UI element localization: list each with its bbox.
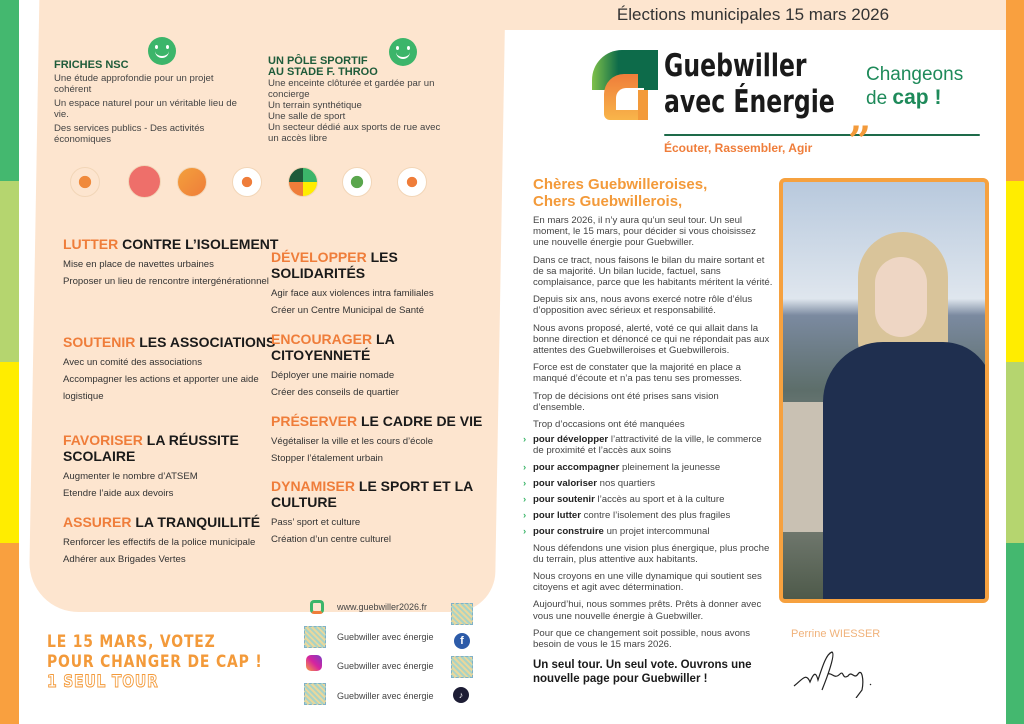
- color-bar: [0, 543, 19, 724]
- highlight-item: Un terrain synthétique: [268, 100, 362, 111]
- letter-bullet: [523, 494, 773, 506]
- theme-logo-icon: [177, 167, 207, 197]
- highlight-item: Un secteur dédié aux sports de rue avec un accès libre: [268, 122, 441, 144]
- qr-code-icon: [451, 603, 473, 625]
- letter-paragraph: Nous croyons en une ville dynamique qui soutient ses citoyens et agit avec détermination.: [533, 571, 762, 594]
- instagram-link[interactable]: Guebwiller avec énergie: [337, 661, 434, 671]
- letter-paragraph: Dans ce tract, nous faisons le bilan du maire sortant et de sa majorité. Un bilan lucide, factuel, sans complaisance, parce que les habitants méritent la vérité.: [533, 254, 773, 289]
- section-item: Déployer une mairie nomade: [271, 370, 395, 381]
- cta-line: LE 15 MARS, VOTEZ: [47, 632, 216, 652]
- highlight-item: Un espace naturel pour un véritable lieu de vie.: [54, 98, 237, 120]
- section-item: Avec un comité des associations: [63, 357, 203, 368]
- signature-name: Perrine WIESSER: [791, 628, 881, 640]
- greeting-line: Chers Guebwillerois,: [533, 193, 683, 210]
- letter-paragraph: Aujourd’hui, nous sommes prêts. Prêts à donner avec vous une nouvelle énergie à Guebwiller.: [533, 599, 762, 622]
- highlight-title: AU STADE F. THROO: [268, 66, 378, 78]
- brand-name-line: Guebwiller: [664, 48, 807, 84]
- highlight-item: Une étude approfondie pour un projet cohérent: [54, 73, 214, 95]
- program-section: [271, 331, 491, 401]
- greeting-line: Chères Guebwilleroises,: [533, 176, 708, 193]
- color-bar: [0, 181, 19, 362]
- section-title: [63, 236, 283, 252]
- candidate-photo: [779, 178, 989, 603]
- cta-line: POUR CHANGER DE CAP !: [47, 652, 263, 672]
- bullet-bold: pour valoriser: [533, 477, 597, 489]
- program-section: [271, 249, 491, 319]
- section-verb: PRÉSERVER: [271, 413, 358, 429]
- bullet-bold: pour accompagner: [533, 461, 620, 473]
- section-verb: DYNAMISER: [271, 478, 356, 494]
- section-title: [271, 413, 491, 429]
- tiktok-icon[interactable]: ♪: [453, 687, 469, 703]
- theme-logo-icon: [288, 167, 318, 197]
- section-item: Stopper l’étalement urbain: [271, 453, 383, 464]
- qr-code-icon: [304, 626, 326, 648]
- program-section: [271, 413, 491, 467]
- color-bar: [1006, 181, 1024, 362]
- program-section: [63, 514, 283, 568]
- letter-greeting: [533, 176, 707, 210]
- section-item: Renforcer les effectifs de la police municipale: [63, 537, 256, 548]
- election-title: Élections municipales 15 mars 2026: [616, 5, 890, 24]
- ville-amie-des-aines-logo-icon: [128, 165, 161, 198]
- highlight-title: FRICHES NSC: [54, 59, 129, 71]
- qr-code-icon: [304, 683, 326, 705]
- letter-paragraph: Nous avons proposé, alerté, voté ce qui allait dans la bonne direction et dénoncé ce qui ne répondait pas aux attentes des Guebwilleroises et Guebwillerois.: [533, 322, 770, 357]
- section-item: Accompagner les actions et apporter une aide logistique: [63, 374, 259, 402]
- section-item: Proposer un lieu de rencontre intergénérationnel: [63, 276, 269, 287]
- vote-cta: [47, 632, 262, 692]
- color-bar: [0, 362, 19, 543]
- section-item: Créer des conseils de quartier: [271, 387, 399, 398]
- section-title: [271, 331, 491, 363]
- brand-name: [664, 48, 835, 120]
- bullet-bold: pour soutenir: [533, 494, 595, 506]
- section-title: [63, 514, 283, 530]
- program-section: [63, 236, 283, 290]
- section-item: Adhérer aux Brigades Vertes: [63, 554, 186, 565]
- letter-paragraph: En mars 2026, il n’y aura qu’un seul tour. Un seul moment, le 15 mars, pour décider si vous choisissez une nouvelle énergie pour Guebwiller.: [533, 215, 756, 249]
- letter-body: [523, 215, 773, 692]
- brand-name-line: avec Énergie: [664, 84, 835, 120]
- bullet-arrow-icon: ›: [523, 434, 527, 446]
- qr-code-icon: [451, 656, 473, 678]
- heart-logo-icon: [397, 167, 427, 197]
- brand-tagline: Écouter, Rassembler, Agir: [664, 141, 813, 155]
- letter-paragraph: Force est de constater que la majorité en place a manqué d’écoute et n’a pas tenu ses promesses.: [533, 362, 743, 385]
- section-title: [63, 432, 283, 464]
- section-verb: LUTTER: [63, 236, 119, 252]
- letter-paragraph: Depuis six ans, nous avons exercé notre rôle d’élus d’opposition avec sérieux et responsabilité.: [533, 294, 753, 317]
- highlight-pole-sportif: [268, 56, 448, 144]
- bullet-text: pleinement la jeunesse: [619, 461, 721, 473]
- letter-bullet: [523, 434, 773, 457]
- sport-logo-icon: [232, 167, 262, 197]
- highlight-item: Une enceinte clôturée et gardée par un concierge: [268, 78, 435, 100]
- bullet-text: l’attractivité de la ville, le commerce de proximité et l’accès aux soins: [533, 434, 762, 457]
- section-subject: LES ASSOCIATIONS: [135, 334, 276, 350]
- letter-paragraph: Trop de décisions ont été prises sans vision d’ensemble.: [533, 390, 719, 413]
- section-verb: ENCOURAGER: [271, 331, 373, 347]
- letter-bullet: [523, 510, 773, 522]
- section-item: Pass’ sport et culture: [271, 517, 361, 528]
- color-bar: [1006, 0, 1024, 181]
- color-bar: [1006, 362, 1024, 543]
- section-title: [271, 249, 491, 281]
- tree-logo-icon: [342, 167, 372, 197]
- quote-mark-icon: ”: [848, 118, 872, 165]
- bullet-text: contre l’isolement des plus fragiles: [580, 510, 731, 522]
- bullet-bold: pour développer: [533, 434, 609, 446]
- instagram-icon[interactable]: [306, 655, 322, 671]
- letter-bullet: [523, 526, 773, 538]
- bullet-bold: pour construire: [533, 526, 604, 538]
- theme-logo-icon: [70, 167, 100, 197]
- section-item: Végétaliser la ville et les cours d’école: [271, 436, 434, 447]
- bullet-text: l’accès au sport et à la culture: [594, 494, 725, 506]
- highlight-item: Une salle de sport: [268, 111, 346, 122]
- section-verb: SOUTENIR: [63, 334, 136, 350]
- highlight-item: Des services publics - Des activités économiques: [54, 123, 205, 145]
- letter-paragraph: Pour que ce changement soit possible, nous avons besoin de vous le 15 mars 2026.: [533, 627, 751, 651]
- section-title: [63, 334, 283, 350]
- section-item: Mise en place de navettes urbaines: [63, 259, 214, 270]
- program-section: [63, 432, 283, 502]
- slogan-line: Changeons: [866, 64, 964, 85]
- section-subject: LA TRANQUILLITÉ: [131, 514, 261, 530]
- section-subject: CONTRE L’ISOLEMENT: [118, 236, 279, 252]
- section-subject: LES SOLIDARITÉS: [271, 249, 398, 281]
- tiktok-link[interactable]: Guebwiller avec énergie: [337, 691, 434, 701]
- section-item: Agir face aux violences intra familiales: [271, 288, 434, 299]
- signature-icon: [792, 650, 882, 698]
- letter-bullet: [523, 461, 773, 473]
- section-verb: ASSURER: [63, 514, 132, 530]
- brand-logo-icon: [592, 50, 658, 120]
- facebook-link[interactable]: Guebwiller avec énergie: [337, 632, 434, 642]
- program-section: [63, 334, 283, 405]
- section-subject: LA CITOYENNETÉ: [271, 331, 395, 363]
- slogan: [866, 64, 963, 110]
- color-bar: [0, 0, 19, 181]
- color-bar: [1006, 543, 1024, 724]
- letter-paragraph: Nous défendons une vision plus énergique, plus proche du terrain, plus attentive aux habitants.: [533, 542, 770, 565]
- letter-bullet: [523, 477, 773, 489]
- brand-mini-logo-icon: [310, 600, 324, 614]
- bullet-text: nos quartiers: [596, 477, 656, 489]
- section-item: Augmenter le nombre d’ATSEM: [63, 471, 198, 482]
- facebook-icon[interactable]: f: [454, 633, 470, 649]
- brand-divider: [664, 134, 980, 136]
- bullet-bold: pour lutter: [533, 510, 581, 522]
- bullet-arrow-icon: ›: [523, 510, 527, 522]
- slogan-cap: cap !: [892, 86, 942, 109]
- section-item: Création d’un centre culturel: [271, 534, 391, 545]
- section-subject: LE SPORT ET LA CULTURE: [271, 478, 473, 510]
- section-subject: LE CADRE DE VIE: [357, 413, 483, 429]
- letter-paragraph: Trop d’occasions ont été manquées: [533, 419, 685, 431]
- program-section: [271, 478, 491, 548]
- bullet-arrow-icon: ›: [523, 477, 527, 489]
- section-title: [271, 478, 491, 510]
- highlight-friches: [54, 60, 244, 145]
- highlight-title: UN PÔLE SPORTIF: [268, 55, 368, 67]
- bullet-arrow-icon: ›: [523, 494, 527, 506]
- section-subject: LA RÉUSSITE SCOLAIRE: [63, 432, 239, 464]
- bullet-arrow-icon: ›: [523, 461, 527, 473]
- letter-closing: Un seul tour. Un seul vote. Ouvrons une nouvelle page pour Guebwiller !: [533, 659, 752, 686]
- slogan-de: de: [866, 88, 888, 109]
- section-item: Créer un Centre Municipal de Santé: [271, 305, 425, 316]
- cta-line-outline: 1 SEUL TOUR: [47, 672, 159, 692]
- section-verb: DÉVELOPPER: [271, 249, 367, 265]
- section-item: Etendre l’aide aux devoirs: [63, 488, 174, 499]
- website-link[interactable]: www.guebwiller2026.fr: [337, 602, 428, 612]
- bullet-text: un projet intercommunal: [603, 526, 710, 538]
- section-verb: FAVORISER: [63, 432, 143, 448]
- bullet-arrow-icon: ›: [523, 526, 527, 538]
